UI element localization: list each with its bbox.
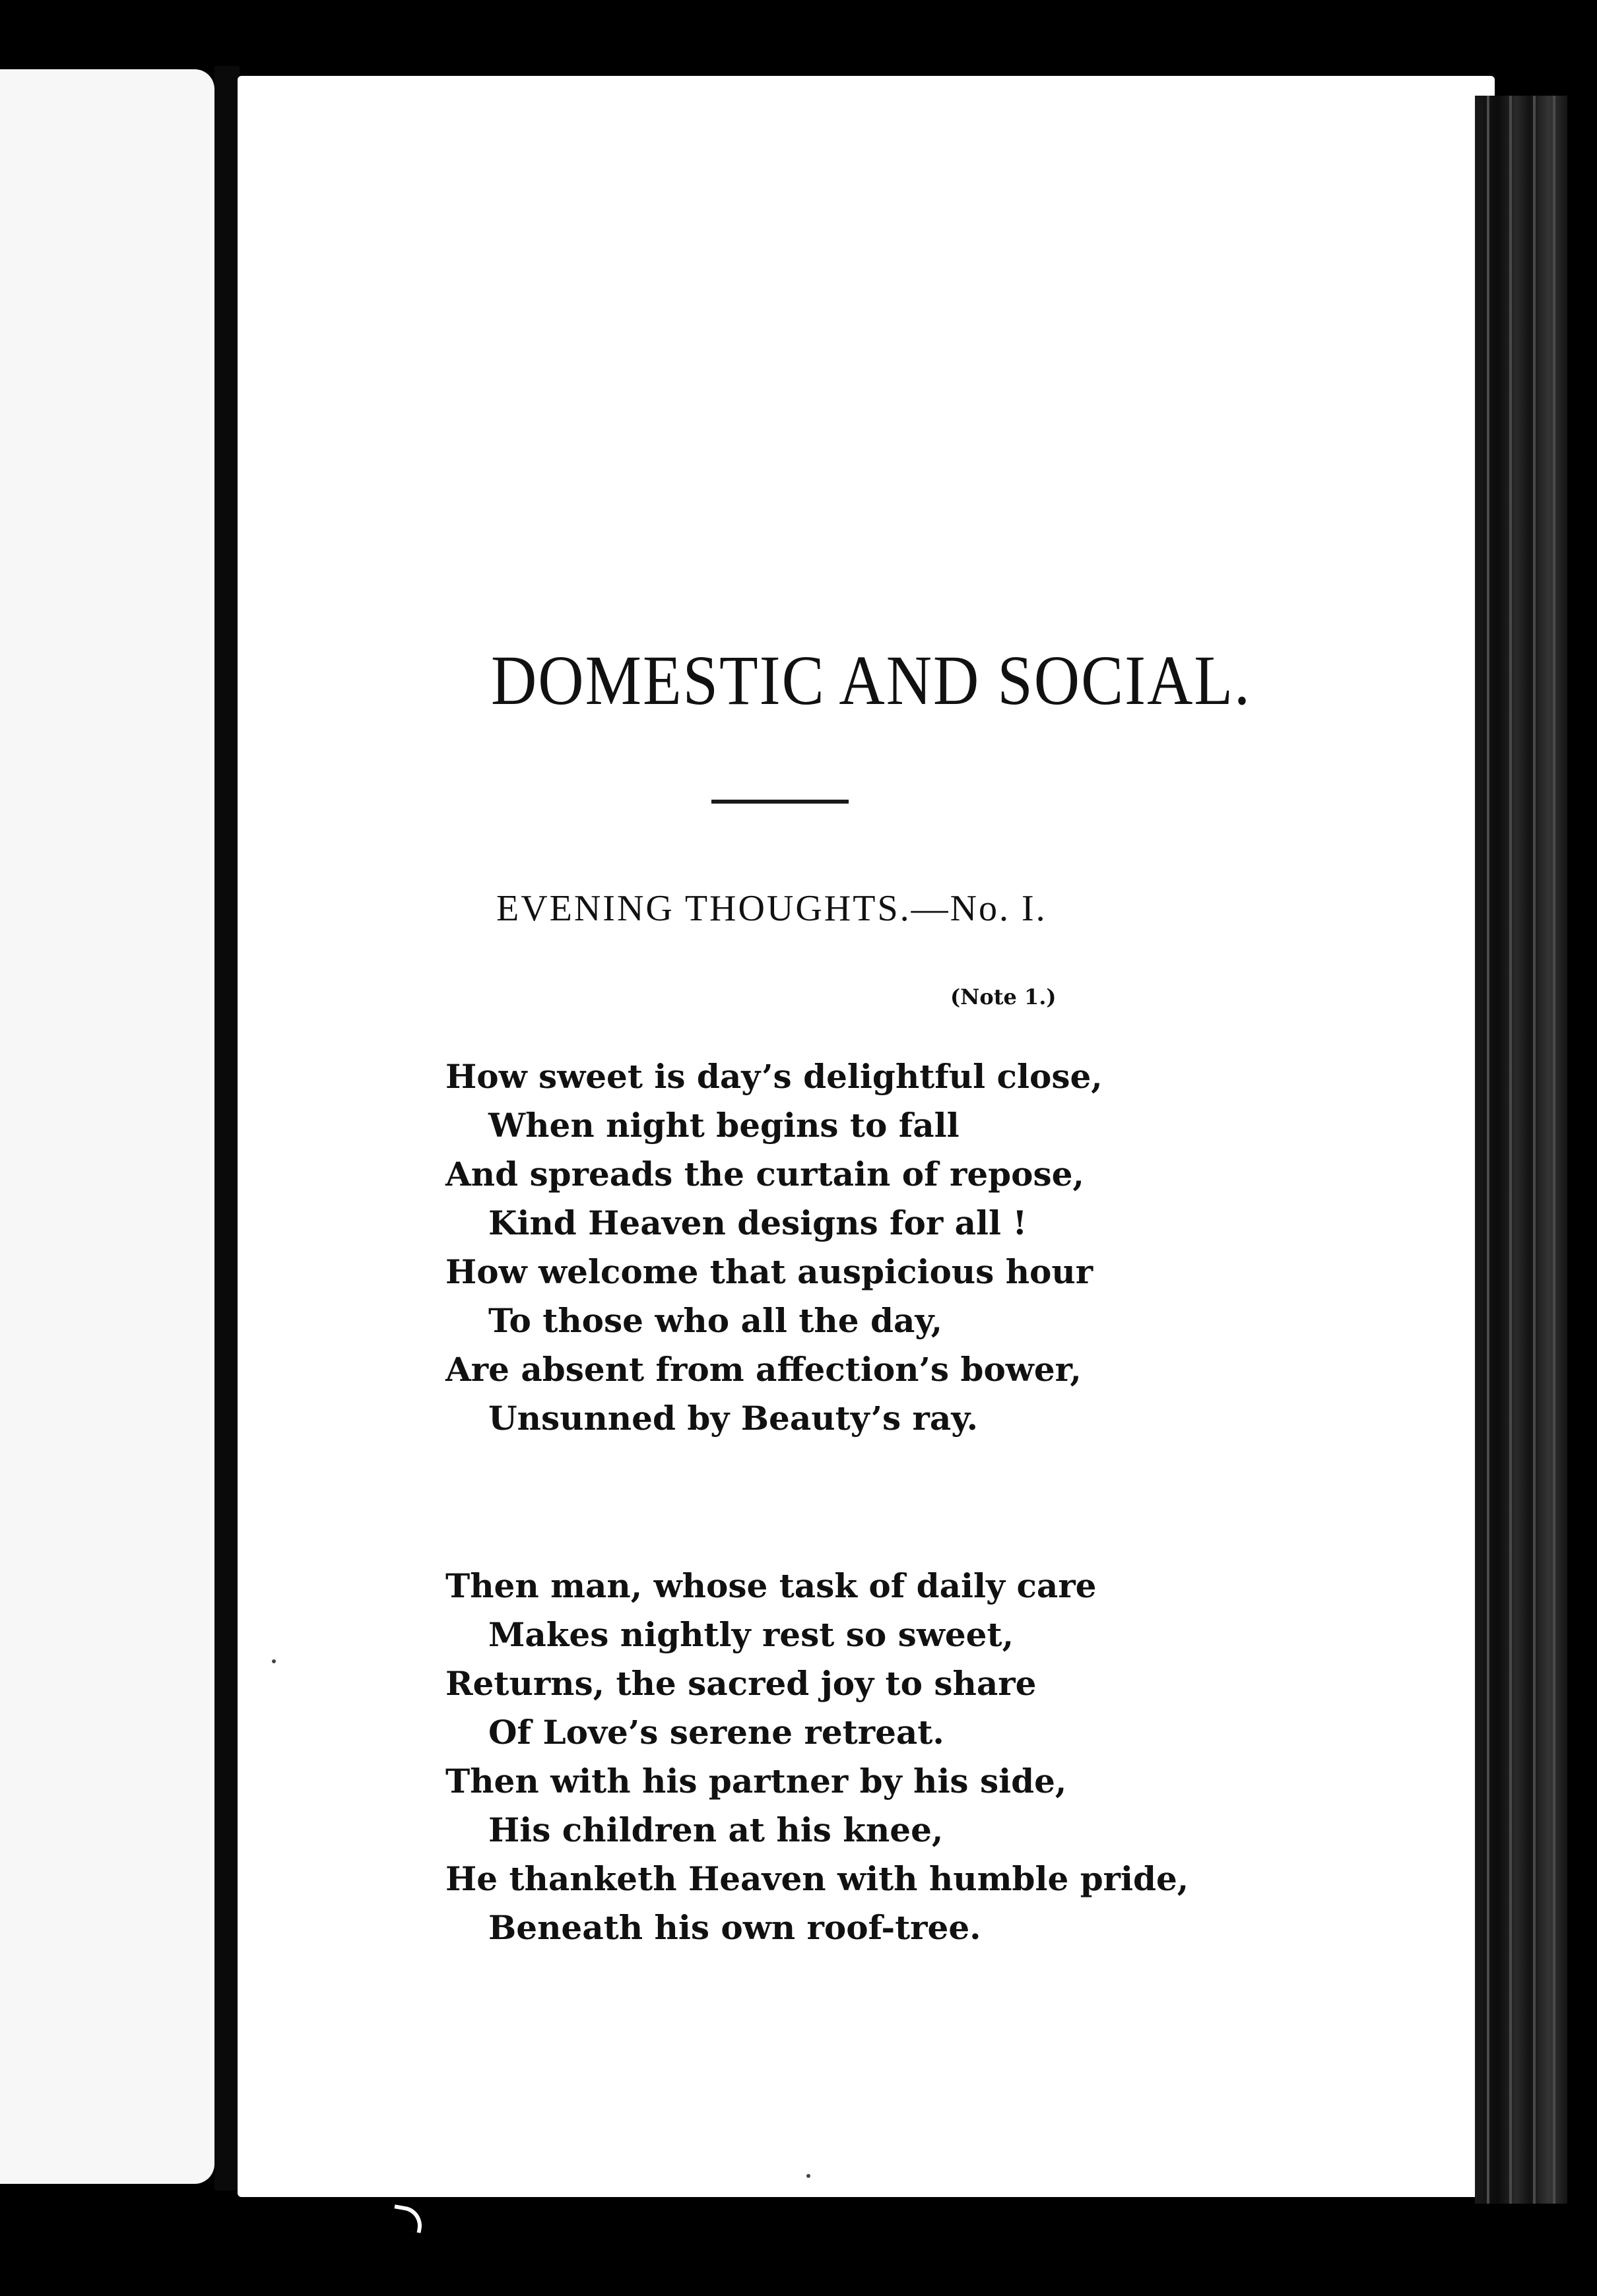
fore-edge-line <box>1487 96 1489 2204</box>
fore-edge-line <box>1533 96 1536 2204</box>
verse-line: Are absent from affection’s bower, <box>445 1350 1082 1389</box>
poem-body <box>445 1052 1189 2071</box>
paper-speck <box>272 1659 276 1663</box>
stanza-2 <box>445 1562 1189 1952</box>
verse-line: Unsunned by Beauty’s ray. <box>488 1399 978 1438</box>
verse-line: Then man, whose task of daily care <box>445 1566 1097 1605</box>
title-divider <box>711 800 849 804</box>
verse-line: When night begins to fall <box>488 1106 960 1145</box>
verse-line: To those who all the day, <box>488 1301 943 1340</box>
book-gutter <box>214 66 240 2190</box>
verse-line: How welcome that auspicious hour <box>445 1252 1093 1291</box>
note-reference: (Note 1.) <box>950 984 1057 1009</box>
verse-line: Of Love’s serene retreat. <box>488 1713 944 1752</box>
scan-artifact <box>391 2204 425 2233</box>
poem-title: EVENING THOUGHTS.—No. I. <box>496 888 1047 929</box>
verse-line: Returns, the sacred joy to share <box>445 1664 1037 1703</box>
verse-line: Beneath his own roof-tree. <box>488 1908 981 1947</box>
stanza-1 <box>445 1052 1171 1443</box>
verse-line: Then with his partner by his side, <box>445 1762 1067 1801</box>
verse-line: Kind Heaven designs for all ! <box>488 1203 1027 1242</box>
section-title: DOMESTIC AND SOCIAL. <box>490 640 1252 720</box>
fore-edge-line <box>1509 96 1512 2204</box>
verse-line: How sweet is day’s delightful close, <box>445 1057 1103 1096</box>
verse-line: And spreads the curtain of repose, <box>445 1155 1084 1194</box>
paper-speck <box>806 2174 810 2178</box>
fore-edge-line <box>1553 96 1555 2204</box>
page-fore-edge <box>1475 96 1567 2204</box>
verse-line: Makes nightly rest so sweet, <box>488 1615 1014 1654</box>
facing-page-edge <box>0 69 214 2184</box>
verse-line: He thanketh Heaven with humble pride, <box>445 1859 1189 1898</box>
verse-line: His children at his knee, <box>488 1810 944 1849</box>
